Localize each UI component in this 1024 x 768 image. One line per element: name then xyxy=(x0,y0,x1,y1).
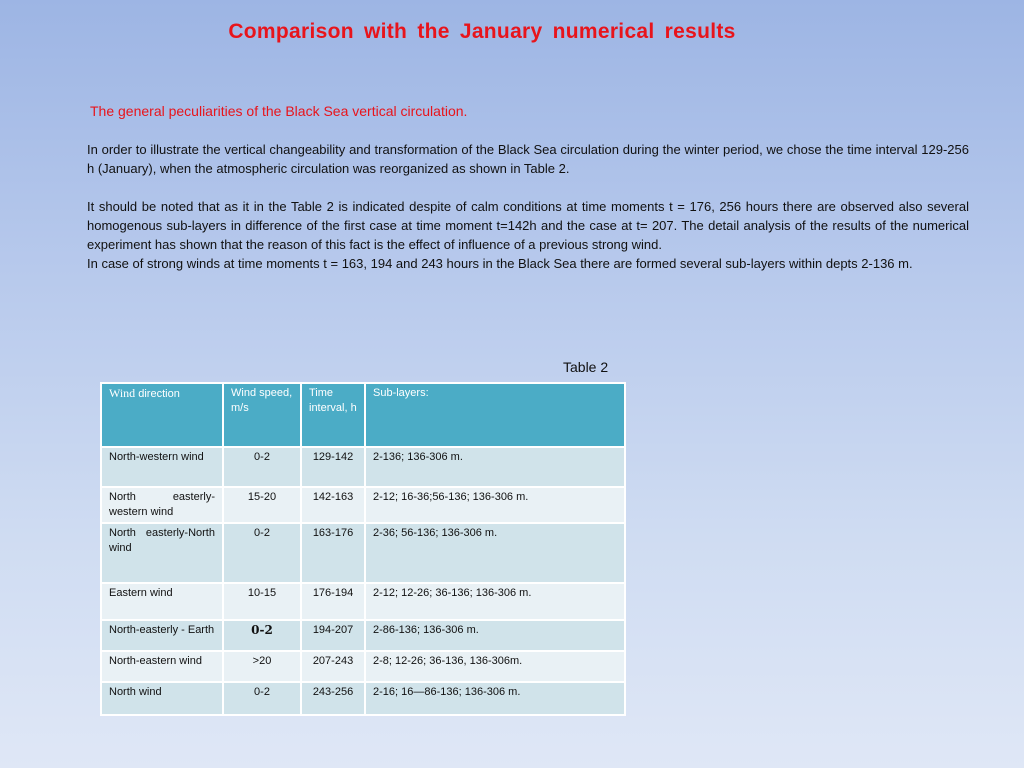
cell-sublayers: 2-86-136; 136-306 m. xyxy=(365,620,625,651)
table-row xyxy=(101,523,625,583)
cell-direction: North-western wind xyxy=(101,447,223,487)
table-row xyxy=(101,583,625,620)
cell-time: 163-176 xyxy=(301,523,365,583)
cell-direction: North-eastern wind xyxy=(101,651,223,682)
cell-speed: 0-2 xyxy=(223,447,301,487)
paragraph-2: It should be noted that as it in the Table 2 is indicated despite of calm conditions at time moments t = 176, 256 hours there are observed also several homogenous sub-layers in difference of the first case at time moment t=142h and the case at t= 207. The detail analysis of the results of the numerical experiment has shown that the reason of this fact is the effect of influence of a previous strong wind. xyxy=(87,199,969,252)
cell-sublayers: 2-136; 136-306 m. xyxy=(365,447,625,487)
data-table xyxy=(100,382,626,716)
cell-time: 129-142 xyxy=(301,447,365,487)
cell-direction: North easterly-North wind xyxy=(101,523,223,583)
table-caption: Table 2 xyxy=(563,359,609,375)
cell-sublayers: 2-12; 16-36;56-136; 136-306 m. xyxy=(365,487,625,523)
header-wind-speed: Wind speed, m/s xyxy=(223,383,301,447)
table-header-row xyxy=(101,383,625,447)
cell-speed: 0-2 xyxy=(223,682,301,715)
paragraph-3: In case of strong winds at time moments t = 163, 194 and 243 hours in the Black Sea there are formed several sub-layers within depts 2-136 m. xyxy=(87,256,913,271)
header-time-interval: Time interval, h xyxy=(301,383,365,447)
cell-time: 194-207 xyxy=(301,620,365,651)
table-row xyxy=(101,620,625,651)
table-row xyxy=(101,651,625,682)
cell-speed: 10-15 xyxy=(223,583,301,620)
cell-speed: 0-2 xyxy=(223,523,301,583)
section-subtitle: The general peculiarities of the Black Sea vertical circulation. xyxy=(90,103,468,119)
cell-time: 207-243 xyxy=(301,651,365,682)
cell-direction: North easterly-western wind xyxy=(101,487,223,523)
header-wind-direction xyxy=(101,383,223,447)
cell-speed xyxy=(223,620,301,651)
cell-time: 142-163 xyxy=(301,487,365,523)
body-text xyxy=(87,140,969,273)
table-row xyxy=(101,447,625,487)
cell-time: 243-256 xyxy=(301,682,365,715)
cell-direction: North wind xyxy=(101,682,223,715)
cell-sublayers: 2-36; 56-136; 136-306 m. xyxy=(365,523,625,583)
cell-time: 176-194 xyxy=(301,583,365,620)
cell-sublayers: 2-12; 12-26; 36-136; 136-306 m. xyxy=(365,583,625,620)
header-direction-word: direction xyxy=(135,388,180,400)
cell-speed-value: 0-2 xyxy=(251,623,273,637)
cell-speed: >20 xyxy=(223,651,301,682)
cell-sublayers: 2-8; 12-26; 36-136, 136-306m. xyxy=(365,651,625,682)
table-row xyxy=(101,682,625,715)
table-row xyxy=(101,487,625,523)
cell-direction: Eastern wind xyxy=(101,583,223,620)
cell-direction: North-easterly - Earth xyxy=(101,620,223,651)
header-sub-layers: Sub-layers: xyxy=(365,383,625,447)
slide-title: Comparison with the January numerical results xyxy=(228,20,736,43)
paragraph-1: In order to illustrate the vertical changeability and transformation of the Black Sea circulation during the winter period, we chose the time interval 129-256 h (January), when the atmospheric circulation was reorganized as shown in Table 2. xyxy=(87,142,969,176)
header-wind-word: Wind xyxy=(109,386,136,400)
cell-speed: 15-20 xyxy=(223,487,301,523)
cell-sublayers: 2-16; 16—86-136; 136-306 m. xyxy=(365,682,625,715)
